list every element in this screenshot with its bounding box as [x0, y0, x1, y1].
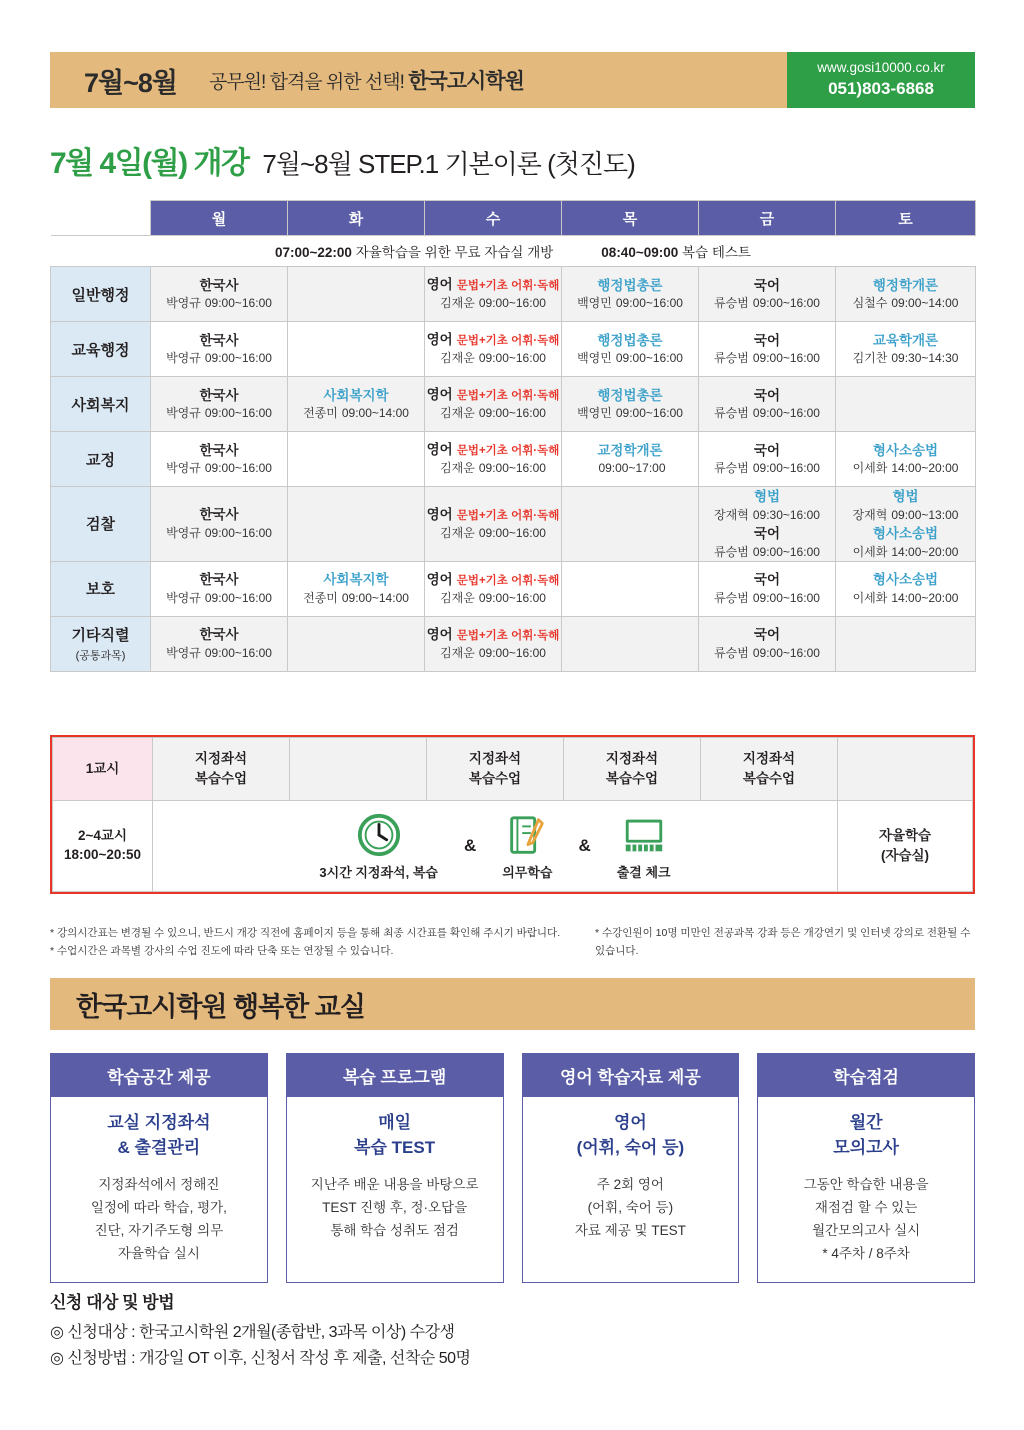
timetable-cell — [836, 267, 976, 322]
feature-card-title: 영어 (어휘, 숙어 등) — [576, 1113, 685, 1157]
class-time: 류승범 09:00~16:00 — [714, 351, 820, 366]
timetable-row-label: 사회복지 — [51, 377, 151, 432]
class-teacher: 김재운 — [440, 526, 475, 541]
class-subject-extra: 문법+기초 어휘·독해 — [456, 445, 560, 458]
class-teacher: 김재운 — [440, 591, 475, 606]
timetable-cell — [288, 487, 425, 562]
class-entry — [699, 487, 835, 524]
monitor-icon — [621, 812, 667, 858]
class-time: 류승범 09:00~16:00 — [714, 645, 820, 660]
class-subject: 국어 — [753, 387, 781, 403]
notice-right-time: 08:40~09:00 — [601, 245, 679, 260]
feature-card-body — [287, 1097, 503, 1259]
class-time: 류승범 09:00~16:00 — [714, 544, 820, 559]
feature-card-head: 학습공간 제공 — [51, 1054, 267, 1097]
class-entry — [425, 275, 561, 312]
timetable-cell — [425, 616, 562, 671]
review-class-block — [50, 735, 975, 894]
class-subject: 영어 문법+기초 어휘·독해 — [426, 387, 560, 403]
class-subject: 행정법총론 — [597, 332, 663, 348]
class-subject: 한국사 — [199, 627, 239, 643]
day-header-fri: 금 — [699, 201, 836, 236]
class-teacher: 류승범 — [714, 406, 749, 421]
class-subject: 사회복지학 — [323, 572, 389, 588]
class-subject: 형사소송법 — [872, 572, 939, 588]
ampersand-separator: & — [578, 836, 591, 855]
class-time: 박영규 09:00~16:00 — [166, 461, 272, 476]
apply-section — [50, 1288, 975, 1371]
feature-cards — [50, 1053, 975, 1283]
class-time: 이세화 14:00~20:00 — [852, 461, 959, 476]
timetable-cell — [151, 616, 288, 671]
class-time: 류승범 09:00~16:00 — [714, 461, 820, 476]
review-row-1 — [53, 738, 973, 801]
class-teacher: 이세화 — [852, 590, 888, 605]
band-title: 한국고시학원 행복한 교실 — [76, 991, 365, 1022]
class-teacher: 류승범 — [714, 590, 749, 605]
notice-right-text: 복습 테스트 — [682, 245, 751, 260]
class-entry — [562, 386, 698, 423]
class-subject: 국어 — [753, 525, 781, 541]
class-entry — [151, 625, 287, 662]
class-time: 김재운 09:00~16:00 — [440, 296, 546, 311]
class-subject: 한국사 — [199, 507, 239, 523]
class-time: 김재운 09:00~16:00 — [440, 591, 546, 606]
feature-card-title: 매일 복습 TEST — [354, 1113, 436, 1157]
class-time: 김재운 09:00~16:00 — [440, 461, 546, 476]
class-entry — [836, 331, 975, 368]
footnotes — [50, 925, 975, 961]
feature-card-body — [523, 1097, 739, 1259]
class-time: 09:00~17:00 — [598, 461, 666, 476]
class-entry — [836, 276, 975, 313]
notice-right — [601, 241, 751, 261]
footnote-1: * 강의시간표는 변경될 수 있으니, 반드시 개강 직전에 홈페이지 등을 통해 최종 시간표를 확인해 주시기 바랍니다. — [50, 927, 561, 939]
class-teacher: 김재운 — [440, 406, 475, 421]
class-teacher: 이세화 — [852, 544, 888, 559]
class-entry — [151, 441, 287, 478]
class-subject: 국어 — [753, 277, 781, 293]
timetable-cell — [151, 561, 288, 616]
apply-target: ◎ 신청대상 : 한국고시학원 2개월(종합반, 3과목 이상) 수강생 — [50, 1324, 455, 1341]
class-teacher: 백영민 — [577, 296, 612, 311]
class-time: 백영민 09:00~16:00 — [577, 351, 683, 366]
timetable-cell — [151, 432, 288, 487]
header-contact — [787, 52, 975, 108]
class-teacher: 백영민 — [577, 351, 612, 366]
class-subject: 행정법총론 — [597, 387, 663, 403]
timetable-cell — [288, 267, 425, 322]
feature-card-desc: 지정좌석에서 정해진 일정에 따라 학습, 평가, 진단, 자기주도형 의무 자율학습 실시 — [90, 1177, 227, 1262]
class-subject: 사회복지학 — [323, 387, 389, 403]
class-entry — [836, 441, 975, 478]
class-time: 김기찬 09:30~14:30 — [852, 351, 959, 366]
feature-card-head: 영어 학습자료 제공 — [523, 1054, 739, 1097]
class-subject: 국어 — [753, 332, 781, 348]
class-subject: 형사소송법 — [872, 525, 939, 541]
class-subject: 영어 문법+기초 어휘·독해 — [426, 627, 560, 643]
timetable-row — [51, 487, 976, 562]
timetable-cell — [562, 322, 699, 377]
class-time: 박영규 09:00~16:00 — [166, 406, 272, 421]
class-subject: 영어 문법+기초 어휘·독해 — [426, 332, 560, 348]
apply-heading: 신청 대상 및 방법 — [50, 1293, 175, 1312]
feature-card-title: 교실 지정좌석 & 출결관리 — [107, 1113, 211, 1157]
class-time: 류승범 09:00~16:00 — [714, 406, 820, 421]
footnote-2: * 수업시간은 과목별 강사의 수업 진도에 따라 단축 또는 연장될 수 있습니다. — [50, 944, 394, 957]
happy-classroom-band — [50, 978, 975, 1030]
class-entry — [562, 331, 698, 368]
page-title-black: 7월~8월 STEP.1 기본이론 (첫진도) — [262, 149, 635, 179]
review-icon-label: 3시간 지정좌석, 복습 — [319, 864, 438, 880]
class-subject: 국어 — [753, 572, 781, 588]
class-subject: 한국사 — [199, 332, 239, 348]
class-teacher: 박영규 — [166, 645, 201, 660]
timetable-notice-row — [51, 236, 976, 267]
class-teacher: 박영규 — [166, 406, 201, 421]
review-cell: 지정좌석 복습수업 — [701, 738, 838, 801]
class-time: 박영규 09:00~16:00 — [166, 590, 272, 605]
class-entry — [151, 331, 287, 368]
review-icon-item — [502, 812, 552, 881]
timetable-cell — [425, 432, 562, 487]
timetable-cell — [425, 377, 562, 432]
timetable-cell — [151, 267, 288, 322]
class-teacher: 전종미 — [303, 590, 338, 605]
page-title-green: 7월 4일(월) 개강 — [50, 147, 249, 180]
review-icon-label: 출결 체크 — [616, 864, 671, 880]
class-entry — [151, 386, 287, 423]
timetable-header-row — [51, 201, 976, 236]
timetable-cell — [836, 616, 976, 671]
class-subject: 영어 문법+기초 어휘·독해 — [426, 277, 560, 293]
class-subject: 형법 — [892, 489, 919, 504]
timetable-cell — [288, 561, 425, 616]
timetable-cell — [699, 432, 836, 487]
timetable-cell — [699, 377, 836, 432]
class-time: 전종미 09:00~14:00 — [303, 406, 409, 421]
timetable-row — [51, 616, 976, 671]
timetable-cell — [562, 616, 699, 671]
review-cell — [290, 738, 427, 801]
class-entry — [288, 386, 424, 423]
review-icon-label: 의무학습 — [502, 864, 553, 880]
timetable-cell — [699, 322, 836, 377]
timetable-cell — [836, 432, 976, 487]
timetable-row-label: 일반행정 — [51, 267, 151, 322]
class-time: 전종미 09:00~14:00 — [303, 590, 409, 605]
class-teacher: 류승범 — [714, 351, 749, 366]
timetable-cell — [699, 561, 836, 616]
notice-left — [275, 241, 553, 261]
review-cell: 지정좌석 복습수업 — [153, 738, 290, 801]
class-teacher: 김재운 — [440, 461, 475, 476]
class-time: 백영민 09:00~16:00 — [577, 406, 683, 421]
notebook-pen-icon — [504, 812, 550, 858]
timetable-cell — [699, 267, 836, 322]
review-cell: 지정좌석 복습수업 — [564, 738, 701, 801]
class-subject: 한국사 — [199, 572, 239, 588]
class-subject: 한국사 — [199, 387, 239, 403]
timetable-notice-cell — [51, 236, 976, 267]
footnote-right: * 수강인원이 10명 미만인 전공과목 강좌 등은 개강연기 및 인터넷 강의로 전환될 수 있습니다. — [595, 927, 971, 957]
class-time: 장재혁 09:30~16:00 — [714, 507, 820, 522]
day-header-sat: 토 — [836, 201, 976, 236]
class-subject: 형법 — [753, 489, 781, 504]
class-teacher: 장재혁 — [714, 507, 749, 522]
timetable-cell — [425, 561, 562, 616]
class-subject: 영어 문법+기초 어휘·독해 — [426, 507, 560, 523]
timetable-cell — [836, 377, 976, 432]
class-entry — [836, 487, 975, 524]
class-teacher: 심철수 — [852, 296, 888, 311]
class-time: 박영규 09:00~16:00 — [166, 296, 272, 311]
timetable-cell — [151, 322, 288, 377]
class-subject-extra: 문법+기초 어휘·독해 — [456, 390, 560, 403]
feature-card-head: 학습점검 — [758, 1054, 974, 1097]
class-entry — [425, 505, 561, 542]
class-teacher: 류승범 — [714, 461, 749, 476]
class-subject-extra: 문법+기초 어휘·독해 — [456, 510, 560, 523]
timetable-cell — [288, 432, 425, 487]
timetable — [50, 200, 976, 672]
class-subject-extra: 문법+기초 어휘·독해 — [456, 335, 560, 348]
class-time: 박영규 09:00~16:00 — [166, 645, 272, 660]
header-month: 7월~8월 — [84, 67, 177, 98]
review-icons-cell — [153, 801, 838, 892]
class-subject: 교정학개론 — [597, 442, 663, 458]
feature-card — [286, 1053, 504, 1283]
timetable-row — [51, 377, 976, 432]
clock-icon — [356, 812, 402, 858]
class-subject-extra: 문법+기초 어휘·독해 — [456, 280, 560, 293]
timetable-cell — [151, 487, 288, 562]
class-teacher: 김기찬 — [852, 351, 888, 366]
class-teacher: 전종미 — [303, 406, 338, 421]
feature-card — [522, 1053, 740, 1283]
class-subject: 교육학개론 — [872, 332, 939, 348]
class-time: 김재운 09:00~16:00 — [440, 351, 546, 366]
class-teacher: 박영규 — [166, 526, 201, 541]
feature-card-head: 복습 프로그램 — [287, 1054, 503, 1097]
apply-method: ◎ 신청방법 : 개강일 OT 이후, 신청서 작성 후 제출, 선착순 50명 — [50, 1350, 471, 1367]
header-left — [50, 52, 787, 108]
class-entry — [151, 505, 287, 542]
class-time: 이세화 14:00~20:00 — [852, 544, 959, 559]
class-entry — [425, 385, 561, 422]
header-brand: 한국고시학원 — [408, 70, 524, 93]
ampersand-separator: & — [463, 836, 477, 855]
timetable-corner — [51, 201, 151, 236]
class-time: 박영규 09:00~16:00 — [166, 526, 272, 541]
timetable-cell — [425, 267, 562, 322]
class-subject-extra: 문법+기초 어휘·독해 — [456, 575, 560, 588]
feature-card-title: 월간 모의고사 — [833, 1113, 899, 1157]
review-row-2 — [53, 801, 973, 892]
class-entry — [425, 440, 561, 477]
review-cell — [838, 738, 973, 801]
day-header-thu: 목 — [562, 201, 699, 236]
class-entry — [699, 386, 835, 423]
review-icon-item — [617, 812, 671, 881]
class-teacher: 류승범 — [714, 296, 749, 311]
feature-card — [757, 1053, 975, 1283]
class-time: 김재운 09:00~16:00 — [440, 646, 546, 661]
class-entry — [836, 524, 975, 561]
timetable-cell — [425, 487, 562, 562]
header-slogan-prefix: 공무원! 합격을 위한 선택! — [208, 72, 404, 93]
notice-left-time: 07:00~22:00 — [275, 245, 352, 260]
class-entry — [288, 570, 424, 607]
class-subject: 행정학개론 — [872, 277, 939, 293]
feature-card-desc: 주 2회 영어 (어휘, 숙어 등) 자료 제공 및 TEST — [574, 1177, 686, 1239]
class-time: 이세화 14:00~20:00 — [852, 590, 959, 605]
class-time: 백영민 09:00~16:00 — [577, 296, 683, 311]
class-teacher: 김재운 — [440, 296, 475, 311]
notice-left-text: 자율학습을 위한 무료 자습실 개방 — [355, 245, 554, 260]
review-class-table — [52, 737, 973, 892]
timetable-row — [51, 322, 976, 377]
class-teacher: 박영규 — [166, 461, 201, 476]
class-subject-extra: 문법+기초 어휘·독해 — [456, 630, 560, 643]
timetable-cell — [151, 377, 288, 432]
class-entry — [562, 276, 698, 313]
timetable-cell — [836, 561, 976, 616]
timetable-row-label: 기타직렬 (공통과목) — [51, 616, 151, 671]
class-entry — [562, 441, 698, 478]
timetable-cell — [562, 561, 699, 616]
class-entry — [699, 441, 835, 478]
class-entry — [699, 276, 835, 313]
timetable-row-label: 교정 — [51, 432, 151, 487]
timetable-row-label: 교육행정 — [51, 322, 151, 377]
day-header-mon: 월 — [151, 201, 288, 236]
header-slogan — [209, 65, 524, 95]
class-time: 류승범 09:00~16:00 — [714, 590, 820, 605]
class-subject: 한국사 — [199, 442, 239, 458]
timetable-row — [51, 432, 976, 487]
class-teacher: 김재운 — [440, 351, 475, 366]
class-teacher: 박영규 — [166, 296, 201, 311]
class-entry — [425, 570, 561, 607]
class-teacher: 류승범 — [714, 645, 749, 660]
header-bar — [50, 52, 975, 108]
timetable-cell — [836, 322, 976, 377]
class-entry — [699, 570, 835, 607]
review-row-1-label: 1교시 — [53, 738, 153, 801]
class-subject: 한국사 — [199, 277, 239, 293]
class-subject: 국어 — [753, 442, 781, 458]
review-row-2-label: 2~4교시 18:00~20:50 — [53, 801, 153, 892]
class-time: 장재혁 09:00~13:00 — [852, 507, 959, 522]
timetable-cell — [288, 322, 425, 377]
class-subject: 영어 문법+기초 어휘·독해 — [426, 572, 560, 588]
timetable-row-label: 검찰 — [51, 487, 151, 562]
class-entry — [699, 524, 835, 561]
class-teacher: 백영민 — [577, 406, 612, 421]
class-time: 심철수 09:00~14:00 — [852, 296, 959, 311]
timetable-cell — [562, 487, 699, 562]
timetable-cell — [288, 377, 425, 432]
class-entry — [699, 625, 835, 662]
class-entry — [151, 276, 287, 313]
feature-card-body — [758, 1097, 974, 1282]
review-cell: 지정좌석 복습수업 — [427, 738, 564, 801]
feature-card — [50, 1053, 268, 1283]
page-title — [50, 138, 635, 182]
timetable-cell — [699, 616, 836, 671]
class-time: 김재운 09:00~16:00 — [440, 406, 546, 421]
class-subject: 행정법총론 — [597, 277, 663, 293]
class-teacher: 이세화 — [852, 461, 888, 476]
timetable-cell — [562, 432, 699, 487]
class-entry — [699, 331, 835, 368]
timetable-row-label: 보호 — [51, 561, 151, 616]
timetable-cell — [699, 487, 836, 562]
timetable-row — [51, 561, 976, 616]
day-header-wed: 수 — [425, 201, 562, 236]
class-teacher: 김재운 — [440, 646, 475, 661]
class-subject: 국어 — [753, 627, 781, 643]
timetable-cell — [288, 616, 425, 671]
feature-card-desc: 지난주 배운 내용을 바탕으로 TEST 진행 후, 정·오답을 통해 학습 성취도 점검 — [310, 1177, 479, 1239]
timetable-row — [51, 267, 976, 322]
review-icon-item — [319, 812, 438, 881]
timetable-cell — [836, 487, 976, 562]
feature-card-desc: 그동안 학습한 내용을 재점검 할 수 있는 월간모의고사 실시 * 4주차 / 8주차 — [803, 1177, 929, 1262]
feature-card-body — [51, 1097, 267, 1282]
class-time: 박영규 09:00~16:00 — [166, 351, 272, 366]
class-entry — [425, 625, 561, 662]
class-teacher: 박영규 — [166, 590, 201, 605]
header-tel[interactable]: 051)803-6868 — [828, 78, 934, 98]
timetable-cell — [425, 322, 562, 377]
class-entry — [425, 330, 561, 367]
timetable-cell — [562, 267, 699, 322]
class-time: 김재운 09:00~16:00 — [440, 526, 546, 541]
header-url[interactable]: www.gosi10000.co.kr — [817, 60, 945, 76]
class-subject: 형사소송법 — [872, 442, 939, 458]
class-teacher: 장재혁 — [852, 507, 888, 522]
self-study-cell: 자율학습 (자습실) — [838, 801, 973, 892]
class-teacher: 박영규 — [166, 351, 201, 366]
class-subject: 영어 문법+기초 어휘·독해 — [426, 442, 560, 458]
class-entry — [151, 570, 287, 607]
class-teacher: 류승범 — [714, 544, 749, 559]
timetable-row-sublabel: (공통과목) — [75, 650, 126, 663]
class-time: 류승범 09:00~16:00 — [714, 296, 820, 311]
timetable-cell — [562, 377, 699, 432]
day-header-tue: 화 — [288, 201, 425, 236]
class-entry — [836, 570, 975, 607]
